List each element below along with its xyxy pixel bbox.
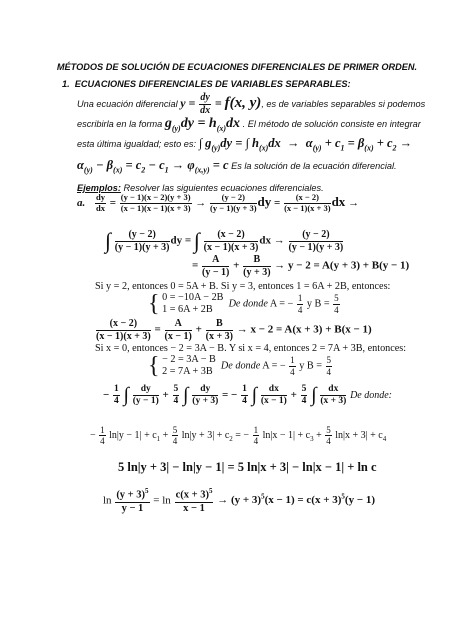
section-title: ECUACIONES DIFERENCIALES DE VARIABLES SEPARABLES: <box>74 79 351 89</box>
examples-line <box>77 183 324 193</box>
examples-label: Ejemplos: <box>77 183 121 193</box>
intro-text-1b: , es de variables separables si podemos <box>261 98 426 109</box>
intro-line-2 <box>77 116 421 133</box>
intro-text-1a: Una ecuación diferencial <box>77 98 178 109</box>
section-heading <box>62 79 351 89</box>
page-title: MÉTODOS DE SOLUCIÓN DE ECUACIONES DIFERENCIALES DE PRIMER ORDEN. <box>56 62 418 72</box>
intro-text-3: esta última igualdad; esto es: <box>77 139 196 149</box>
system-1: { 0 = −10A − 2B 1 = 6A + 2B De donde A = − $\frac{1}{4}$ y B = $\frac{5}{4}$ <box>148 291 339 317</box>
integral-line: ∫ $\frac{(y - 2)}{(y - 1)(y + 3)}$ dy = ∫ $\frac{(x - 2)}{(x - 1)(x + 3)}$ dx → $\frac{(y - 2)}{(y - 1)(y + 3)}$ <box>105 228 344 253</box>
partial-fraction-x: $\frac{(x - 2)}{(x - 1)(x + 3)}$ = $\frac{A}{(x - 1)}$ + $\frac{B}{(x + 3)}$ → x − 2 = A(x + 3) + B(x − 1) <box>96 318 372 342</box>
integral-form: ∫ $g_{(y)}dy$ = ∫ $h_{(x)}dx \to \alpha_{(y)} + c_1 = \beta_{(x)} + c_2$ → <box>198 136 413 153</box>
partial-fraction-y: = $\frac{A}{(y - 1)}$ + $\frac{B}{(y + 3)}$ → y − 2 = A(y + 3) + B(y − 1) <box>192 254 410 278</box>
de-donde-1: De donde <box>228 298 268 310</box>
text-if-x: Si x = 0, entonces − 2 = 3A − B. Y si x = 4, entonces 2 = 7A + 3B, entonces: <box>95 343 407 354</box>
intro-line-4 <box>77 158 397 175</box>
system-2-eq-b: 2 = 7A + 3B <box>162 366 213 377</box>
de-donde-2: De donde <box>220 360 261 372</box>
system-1-eq-a: 0 = −10A − 2B <box>162 292 224 304</box>
log-line: − $\frac{1}{4}$ $\ln|y - 1| + c_1$ + $\frac{5}{4}$ $\ln|y + 3| + c_2$ = − $\frac{1}{4}$ $\ln|x - 1| + c_3$ + $\frac{5}{4}$ $\ln|x + 3| + c_4$ <box>90 425 387 447</box>
ode-formula: y = $\frac{dy}{dx}$ = f(x, y) <box>180 92 262 116</box>
example-a-equation: a. $\frac{dy}{dx}$ = $\frac{(y - 1)(x - 2)(y + 3)}{(x - 1)(x - 1)(x + 3)}$ → $\frac{(y - 2)}{(y - 1)(y + 3)}$ dy = $\frac{(x - 2)}{(x - 1)(x + 3)}$ dx → <box>77 192 360 213</box>
examples-text: Resolver las siguientes ecuaciones diferenciales. <box>123 183 324 193</box>
intro-text-4: Es la solución de la ecuación diferencial. <box>231 161 397 171</box>
intro-line-1 <box>77 92 425 116</box>
five-ln-line: 5 ln|y + 3| − ln|y − 1| = 5 ln|x + 3| − ln|x − 1| + ln c <box>118 460 377 474</box>
system-2: { − 2 = 3A − B 2 = 7A + 3B De donde A = − $\frac{1}{4}$ y B = $\frac{5}{4}$ <box>148 353 331 379</box>
system-1-eq-b: 1 = 6A + 2B <box>162 304 213 315</box>
system-2-eq-a: − 2 = 3A − B <box>162 354 216 366</box>
text-if-y: Si y = 2, entonces 0 = 5A + B. Si y = 3, entonces 1 = 6A + 2B, entonces: <box>95 281 391 292</box>
solution-formula: $\alpha_{(y)} - \beta_{(x)} = c_2 - c_1 \to \varphi_{(x,y)} = c$ <box>77 158 229 175</box>
final-solution: ln $\frac{(y + 3)^5}{y - 1}$ = ln $\frac{c(x + 3)^5}{x - 1}$ → $(y + 3)^5(x - 1) = c(x + 3)^5(y - 1)$ <box>103 487 376 514</box>
section-number: 1. <box>62 79 70 89</box>
intro-text-2b: . El método de solución consiste en integrar <box>242 119 421 129</box>
combined-integrals: − $\frac{1}{4}$ ∫ $\frac{dy}{(y - 1)}$ + $\frac{5}{4}$ ∫ $\frac{dy}{(y + 3)}$ = − $\frac{1}{4}$ ∫ $\frac{dx}{(x - 1)}$ + $\frac{5}{4}$ ∫ $\frac{dx}{(x + 3)}$ De donde: <box>103 384 393 406</box>
example-letter: a. <box>77 196 86 209</box>
intro-text-2a: escribirla en la forma <box>77 119 163 129</box>
de-donde-3: De donde: <box>350 390 393 402</box>
intro-line-3 <box>77 136 412 153</box>
separable-form: $g_{(y)}dy = h_{(x)}dx$ <box>164 116 241 133</box>
